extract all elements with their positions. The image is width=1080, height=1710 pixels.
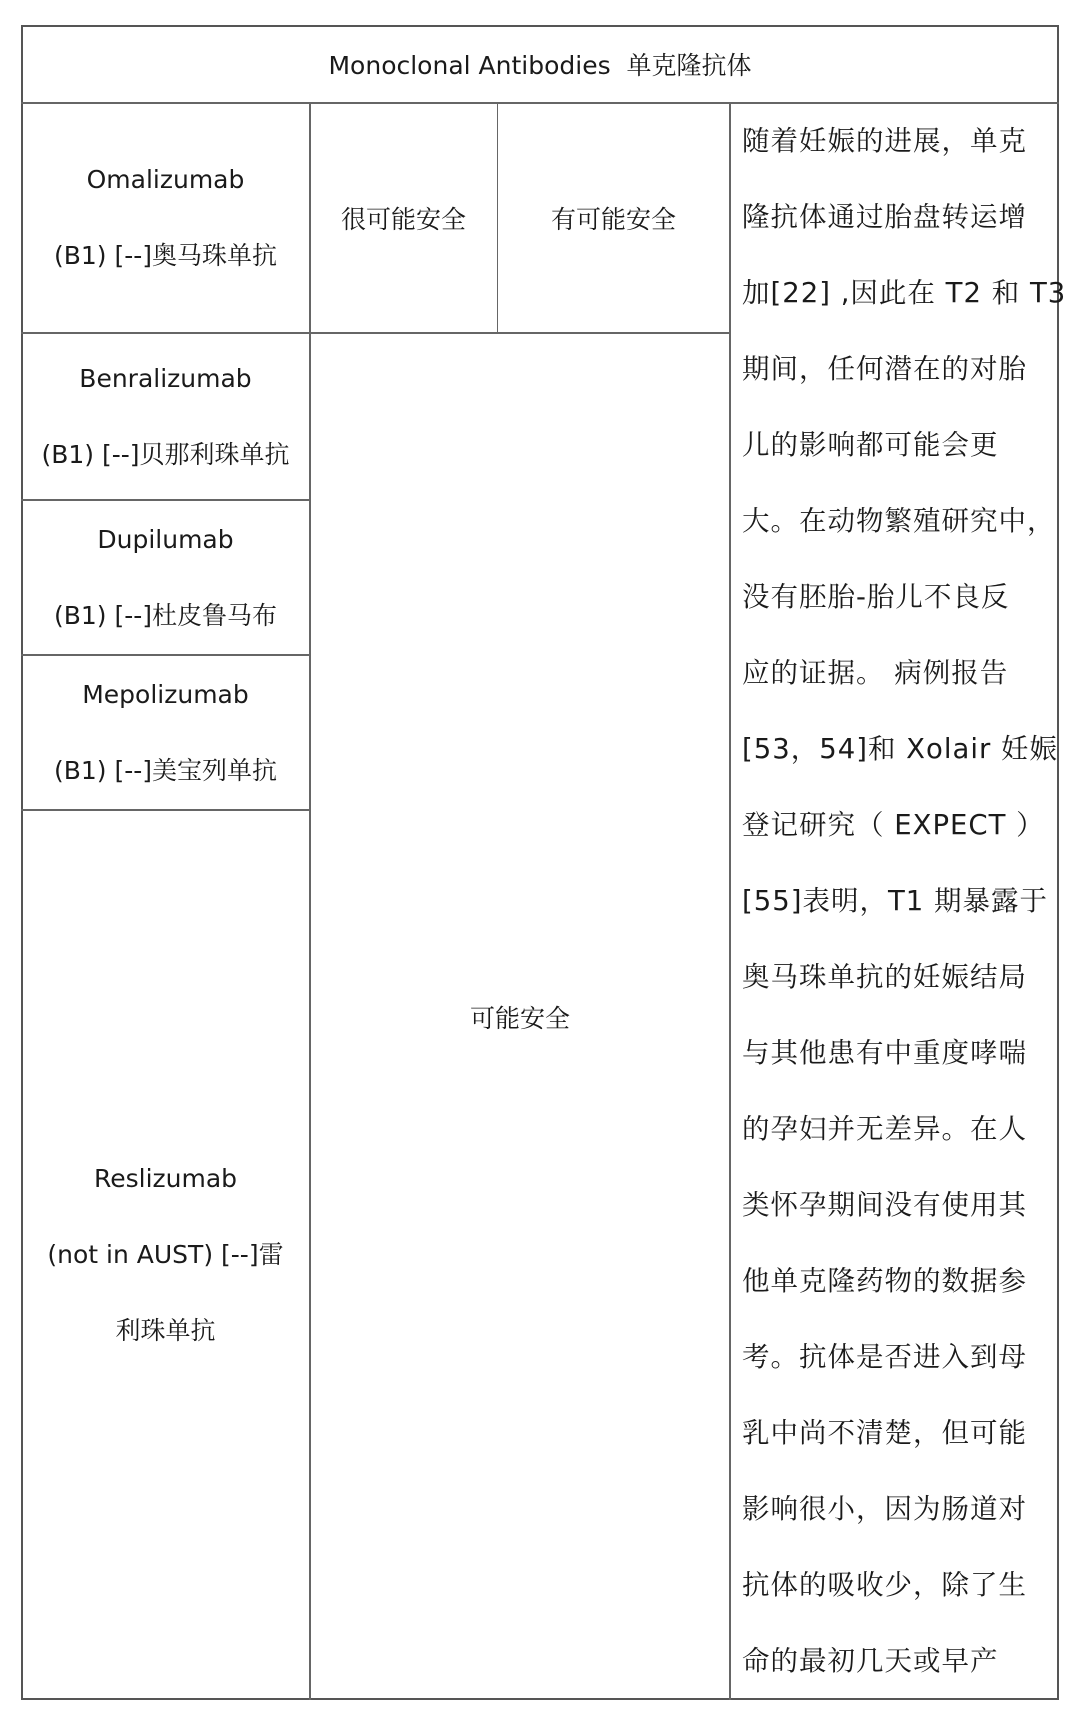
drug-name: Reslizumab <box>93 1164 238 1193</box>
notes-line: 考。抗体是否进入到母 <box>742 1341 1027 1373</box>
notes-cell <box>730 103 1067 1699</box>
drug-name: Mepolizumab <box>82 679 249 709</box>
notes-line: 他单克隆药物的数据参 <box>742 1265 1027 1297</box>
drug-detail: (B1) [--]美宝列单抗 <box>53 755 278 785</box>
notes-line: 的孕妇并无差异。在人 <box>742 1113 1027 1145</box>
drug-cell-benralizumab <box>21 333 310 500</box>
drug-cell-reslizumab <box>21 810 310 1700</box>
notes-line: 类怀孕期间没有使用其 <box>742 1189 1027 1221</box>
notes-line: [53，54]和 Xolair 妊娠 <box>742 733 1059 765</box>
notes-line: 应的证据。 病例报告 <box>742 657 1009 689</box>
notes-line: 与其他患有中重度哮喘 <box>742 1037 1027 1069</box>
drug-name: Dupilumab <box>97 524 234 554</box>
notes-line: 没有胚胎-胎儿不良反 <box>742 581 1010 613</box>
table-title <box>21 25 1059 103</box>
notes-line: 抗体的吸收少，除了生 <box>742 1569 1027 1601</box>
drug-detail: (B1) [--]杜皮鲁马布 <box>53 600 278 630</box>
drug-detail: (B1) [--]贝那利珠单抗 <box>41 439 290 469</box>
safety-likely <box>498 103 729 333</box>
drug-name: Benralizumab <box>79 363 252 393</box>
notes-line: 奥马珠单抗的妊娠结局 <box>742 961 1027 993</box>
notes-line: 加[22] ,因此在 T2 和 T3 <box>742 277 1067 309</box>
drug-cell-omalizumab <box>21 103 310 333</box>
notes-line: [55]表明，T1 期暴露于 <box>742 885 1048 917</box>
safety-very-likely <box>310 103 497 333</box>
safety-label: 很可能安全 <box>340 205 466 234</box>
notes-line: 期间，任何潜在的对胎 <box>742 353 1027 385</box>
drug-cell-dupilumab <box>21 500 310 655</box>
notes-line: 命的最初几天或早产 <box>742 1645 999 1677</box>
notes-line: 乳中尚不清楚，但可能 <box>742 1417 1027 1449</box>
notes-line: 登记研究（ EXPECT ） <box>742 809 1045 841</box>
drug-detail-cont: 利珠单抗 <box>115 1316 216 1345</box>
table-title-text: Monoclonal Antibodies 单克隆抗体 <box>328 51 752 80</box>
drug-cell-mepolizumab <box>21 655 310 810</box>
notes-line: 儿的影响都可能会更 <box>742 429 999 461</box>
drug-name: Omalizumab <box>86 165 245 194</box>
notes-line: 影响很小，因为肠道对 <box>742 1493 1027 1525</box>
safety-possibly <box>311 333 729 1700</box>
notes-line: 隆抗体通过胎盘转运增 <box>742 201 1027 233</box>
notes-line: 大。在动物繁殖研究中， <box>742 505 1056 537</box>
safety-label: 可能安全 <box>469 1003 570 1033</box>
safety-label: 有可能安全 <box>550 205 676 234</box>
drug-detail: (not in AUST) [--]雷 <box>47 1240 284 1269</box>
drug-detail: (B1) [--]奥马珠单抗 <box>53 241 278 270</box>
notes-line: 随着妊娠的进展，单克 <box>742 125 1027 157</box>
